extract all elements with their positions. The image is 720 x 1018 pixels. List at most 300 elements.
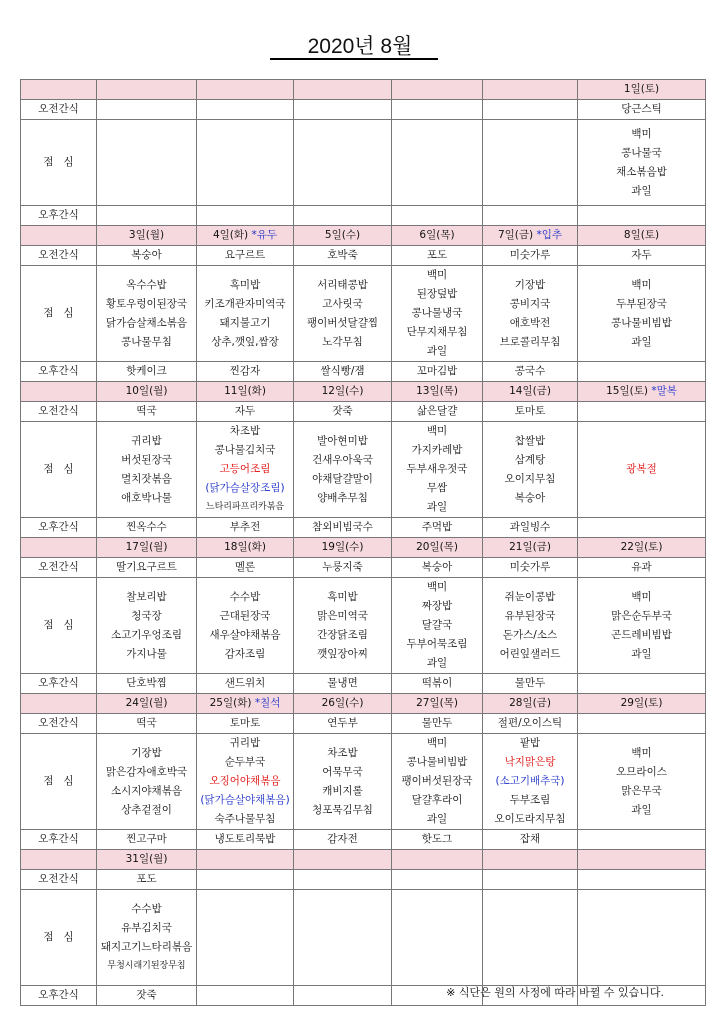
date-cell	[197, 80, 294, 100]
afternoon-snack-row	[21, 206, 706, 226]
lunch-item: 순두부국	[224, 756, 266, 768]
date-cell	[97, 226, 197, 246]
date-row	[21, 694, 706, 714]
lunch-cell	[578, 734, 706, 830]
lunch-item: 소시지야채볶음	[110, 784, 182, 797]
date-cell	[97, 694, 197, 714]
lunch-item: 수수밥	[229, 590, 261, 603]
lunch-cell	[294, 890, 392, 986]
lunch-item: 콩나물냉국	[411, 307, 463, 319]
lunch-item: 두부조림	[509, 794, 551, 806]
morning-snack-cell: 복숭아	[97, 246, 197, 266]
lunch-item: 가지카레밥	[411, 444, 463, 456]
lunch-item: 버섯된장국	[121, 453, 172, 466]
lunch-item: 무쌈	[426, 482, 448, 494]
lunch-item: 팥밥	[519, 737, 541, 749]
lunch-cell	[392, 120, 483, 206]
date-text: 15일(토)	[606, 385, 648, 397]
lunch-cell	[578, 578, 706, 674]
lunch-item: 복숭아	[514, 491, 546, 504]
afternoon-snack-cell: 과일빙수	[483, 518, 578, 538]
morning-snack-cell: 떡국	[97, 714, 197, 734]
date-text: 20일(목)	[416, 541, 458, 553]
lunch-item: 오이지무침	[504, 472, 556, 485]
lunch-item: 과일	[631, 647, 652, 660]
date-cell	[392, 694, 483, 714]
lunch-item: 과일	[631, 335, 652, 348]
morning-snack-cell	[483, 870, 578, 890]
lunch-cell	[97, 890, 197, 986]
date-text: 1일(토)	[623, 83, 660, 95]
lunch-cell	[392, 266, 483, 362]
lunch-cell	[294, 120, 392, 206]
lunch-item: (닭가슴살야채볶음)	[200, 794, 290, 806]
page-title: 2020년 8월	[307, 35, 413, 58]
afternoon-snack-cell: 꼬마김밥	[392, 362, 483, 382]
morning-snack-cell: 딸기요구르트	[97, 558, 197, 578]
lunch-item: 애호박나물	[121, 491, 172, 504]
lunch-item: 닭가슴살채소볶음	[105, 316, 188, 329]
morning-snack-cell: 절편/오이스틱	[483, 714, 578, 734]
date-text: 26일(수)	[321, 697, 364, 709]
lunch-cell	[294, 578, 392, 674]
lunch-item: 양배추무침	[317, 491, 368, 504]
lunch-item: 찹쌀밥	[514, 434, 546, 447]
lunch-item: 찰보리밥	[126, 590, 167, 603]
lunch-item: 발아현미밥	[317, 434, 368, 447]
lunch-item: 깻잎장아찌	[317, 647, 368, 660]
afternoon-snack-cell	[578, 674, 706, 694]
lunch-item: 채소볶음밥	[616, 165, 667, 178]
date-text: 18일(화)	[224, 541, 266, 553]
lunch-item: 서리태콩밥	[317, 278, 368, 291]
lunch-cell	[483, 890, 578, 986]
date-label-cell	[21, 382, 97, 402]
lunch-item: 키조개관자미역국	[204, 297, 286, 310]
lunch-item: 백미	[631, 127, 652, 140]
morning-snack-row	[21, 246, 706, 266]
morning-snack-cell: 포도	[392, 246, 483, 266]
date-cell	[97, 80, 197, 100]
afternoon-snack-cell: 단호박찜	[97, 674, 197, 694]
afternoon-snack-cell: 핫케이크	[97, 362, 197, 382]
date-row	[21, 850, 706, 870]
afternoon-snack-row	[21, 830, 706, 850]
date-text: 17일(월)	[125, 541, 168, 553]
lunch-item: 새우살야채볶음	[209, 628, 281, 641]
lunch-item: 과일	[426, 813, 448, 825]
afternoon-snack-cell	[578, 206, 706, 226]
lunch-cell	[97, 266, 197, 362]
morning-snack-cell: 호박죽	[294, 246, 392, 266]
lunch-item: 팽이버섯된장국	[401, 775, 473, 787]
afternoon-snack-cell: 찐고구마	[97, 830, 197, 850]
morning-snack-cell: 누룽지죽	[294, 558, 392, 578]
lunch-item: 유부김치국	[121, 921, 172, 934]
lunch-item: 돼지불고기	[219, 316, 271, 329]
lunch-item: 고등어조림	[219, 463, 271, 475]
lunch-item: 된장덮밥	[416, 288, 458, 300]
afternoon-snack-cell	[578, 362, 706, 382]
lunch-item: 건새우아욱국	[312, 453, 373, 466]
date-text: 22일(토)	[620, 541, 663, 553]
lunch-cell	[578, 890, 706, 986]
date-cell	[578, 382, 706, 402]
morning-snack-cell: 자두	[578, 246, 706, 266]
date-text: 31일(월)	[125, 853, 168, 865]
lunch-item: 맑은순두부국	[611, 609, 672, 622]
date-text: 8일(토)	[623, 229, 660, 241]
footnote: ※ 식단은 원의 사정에 따라 바뀔 수 있습니다.	[446, 986, 664, 999]
morning-snack-row	[21, 558, 706, 578]
holiday-text: *칠석	[254, 697, 281, 709]
morning-snack-cell: 자두	[197, 402, 294, 422]
date-text: 3일(월)	[128, 229, 165, 241]
date-cell	[578, 694, 706, 714]
lunch-item: 유부된장국	[504, 609, 556, 622]
afternoon-snack-cell: 찐감자	[197, 362, 294, 382]
date-label-cell	[21, 694, 97, 714]
lunch-cell	[197, 578, 294, 674]
lunch-item: 노각무침	[322, 335, 363, 348]
lunch-item: 청국장	[131, 609, 162, 622]
morning-snack-cell: 연두부	[294, 714, 392, 734]
lunch-cell	[197, 266, 294, 362]
lunch-item: 과일	[426, 657, 448, 669]
morning-snack-row	[21, 100, 706, 120]
lunch-item: 두부어묵조림	[406, 638, 468, 650]
date-text: 13일(목)	[416, 385, 458, 397]
date-cell	[294, 80, 392, 100]
morning-snack-cell	[294, 870, 392, 890]
morning-snack-cell: 떡국	[97, 402, 197, 422]
holiday-text: *유두	[251, 229, 278, 241]
date-cell	[97, 538, 197, 558]
lunch-item: 숙주나물무침	[214, 813, 276, 825]
date-cell	[578, 80, 706, 100]
afternoon-snack-cell: 핫도그	[392, 830, 483, 850]
lunch-item: 기장밥	[131, 746, 162, 759]
date-cell	[294, 226, 392, 246]
afternoon-snack-label: 오후간식	[21, 674, 97, 694]
date-cell	[392, 850, 483, 870]
date-text: 21일(금)	[509, 541, 551, 553]
lunch-row	[21, 890, 706, 986]
lunch-item: 느타리파프리카볶음	[205, 502, 285, 512]
lunch-cell	[392, 578, 483, 674]
lunch-item: 황토우렁이된장국	[105, 297, 188, 310]
afternoon-snack-cell: 떡볶이	[392, 674, 483, 694]
lunch-item: 수수밥	[131, 902, 162, 915]
date-cell	[483, 382, 578, 402]
lunch-label: 점 심	[21, 422, 97, 518]
date-text: 10일(월)	[125, 385, 168, 397]
lunch-label: 점 심	[21, 734, 97, 830]
date-cell	[294, 382, 392, 402]
lunch-label: 점 심	[21, 578, 97, 674]
lunch-label: 점 심	[21, 266, 97, 362]
morning-snack-label: 오전간식	[21, 100, 97, 120]
lunch-cell	[483, 422, 578, 518]
afternoon-snack-cell: 쌀식빵/잼	[294, 362, 392, 382]
date-cell	[392, 80, 483, 100]
lunch-cell	[392, 422, 483, 518]
afternoon-snack-cell	[483, 206, 578, 226]
lunch-row	[21, 266, 706, 362]
lunch-item: 낙지맑은탕	[504, 756, 556, 768]
morning-snack-cell: 삶은달걀	[392, 402, 483, 422]
menu-table	[20, 79, 706, 1006]
lunch-item: 돈가스/소스	[502, 628, 558, 641]
date-cell	[197, 850, 294, 870]
date-row	[21, 80, 706, 100]
date-cell	[483, 694, 578, 714]
date-text: 14일(금)	[509, 385, 551, 397]
holiday-text: *입추	[536, 229, 563, 241]
afternoon-snack-row	[21, 362, 706, 382]
afternoon-snack-cell: 참외비빔국수	[294, 518, 392, 538]
holiday-text: *말복	[651, 385, 677, 397]
date-label-cell	[21, 850, 97, 870]
morning-snack-cell: 물만두	[392, 714, 483, 734]
date-cell	[392, 226, 483, 246]
date-text: 6일(목)	[419, 229, 455, 241]
lunch-item: 차조밥	[327, 746, 358, 759]
lunch-item: 귀리밥	[131, 434, 162, 447]
lunch-item: 옥수수밥	[126, 278, 167, 291]
lunch-cell	[197, 890, 294, 986]
lunch-cell	[197, 422, 294, 518]
date-cell	[578, 538, 706, 558]
lunch-item: 근대된장국	[219, 609, 271, 622]
afternoon-snack-cell: 물냉면	[294, 674, 392, 694]
date-cell	[197, 226, 294, 246]
lunch-cell	[483, 120, 578, 206]
lunch-item: 오므라이스	[616, 765, 667, 778]
date-cell	[392, 382, 483, 402]
morning-snack-cell: 잣죽	[294, 402, 392, 422]
afternoon-snack-cell	[392, 206, 483, 226]
lunch-item: 오이도라지무침	[494, 813, 566, 825]
afternoon-snack-label: 오후간식	[21, 986, 97, 1006]
lunch-item: 과일	[426, 345, 448, 357]
lunch-item: 백미	[426, 269, 448, 281]
lunch-item: 귀리밥	[229, 737, 261, 749]
lunch-item: 단무지채무침	[406, 326, 468, 338]
afternoon-snack-label: 오후간식	[21, 518, 97, 538]
date-cell	[197, 694, 294, 714]
lunch-item: 콩나물무침	[121, 335, 172, 348]
lunch-item: 야채달걀말이	[312, 472, 373, 485]
afternoon-snack-cell: 냉도토리묵밥	[197, 830, 294, 850]
date-label-cell	[21, 538, 97, 558]
afternoon-snack-cell: 물만두	[483, 674, 578, 694]
morning-snack-cell	[197, 100, 294, 120]
lunch-label: 점 심	[21, 890, 97, 986]
lunch-row	[21, 578, 706, 674]
lunch-cell	[578, 120, 706, 206]
morning-snack-row	[21, 402, 706, 422]
afternoon-snack-cell	[294, 206, 392, 226]
lunch-cell	[97, 734, 197, 830]
afternoon-snack-cell: 콩국수	[483, 362, 578, 382]
lunch-item: 무청시래기된장무침	[107, 960, 186, 971]
lunch-cell	[294, 734, 392, 830]
lunch-item: 과일	[426, 501, 448, 513]
afternoon-snack-cell	[578, 518, 706, 538]
lunch-cell	[483, 266, 578, 362]
lunch-cell	[392, 734, 483, 830]
date-text: 27일(목)	[416, 697, 458, 709]
afternoon-snack-cell	[578, 830, 706, 850]
lunch-cell	[294, 266, 392, 362]
lunch-item: 두부새우젓국	[406, 463, 468, 475]
lunch-item: 흑미밥	[229, 278, 261, 291]
lunch-cell	[578, 422, 706, 518]
lunch-cell	[483, 578, 578, 674]
lunch-item: 백미	[426, 425, 448, 437]
morning-snack-label: 오전간식	[21, 558, 97, 578]
afternoon-snack-row	[21, 518, 706, 538]
afternoon-snack-cell: 잣죽	[97, 986, 197, 1006]
lunch-item: 백미	[426, 737, 448, 749]
date-row	[21, 226, 706, 246]
afternoon-snack-cell: 잡채	[483, 830, 578, 850]
date-cell	[97, 850, 197, 870]
lunch-item: 달걀후라이	[411, 794, 463, 806]
lunch-row	[21, 734, 706, 830]
lunch-item: 브로콜리무침	[499, 335, 561, 348]
afternoon-snack-cell	[197, 986, 294, 1006]
morning-snack-label: 오전간식	[21, 714, 97, 734]
date-cell	[294, 694, 392, 714]
morning-snack-cell: 토마토	[197, 714, 294, 734]
afternoon-snack-row	[21, 674, 706, 694]
date-cell	[483, 80, 578, 100]
morning-snack-cell	[97, 100, 197, 120]
lunch-cell	[97, 120, 197, 206]
lunch-item: 곤드레비빔밥	[611, 628, 672, 641]
afternoon-snack-cell	[294, 986, 392, 1006]
lunch-item: 상추겉절이	[121, 803, 172, 816]
lunch-item: 기장밥	[514, 278, 546, 291]
lunch-item: 감자조림	[224, 647, 266, 660]
afternoon-snack-cell	[197, 206, 294, 226]
morning-snack-cell: 포도	[97, 870, 197, 890]
lunch-item: 콩나물김치국	[214, 444, 276, 456]
lunch-item: 삼계탕	[514, 453, 546, 466]
lunch-item: 오징어야채볶음	[209, 775, 281, 787]
date-row	[21, 382, 706, 402]
date-cell	[97, 382, 197, 402]
lunch-item: 멸치잣볶음	[121, 472, 172, 485]
date-cell	[483, 538, 578, 558]
lunch-item: 백미	[631, 590, 652, 603]
afternoon-snack-label: 오후간식	[21, 362, 97, 382]
date-label-cell	[21, 80, 97, 100]
morning-snack-cell	[197, 870, 294, 890]
afternoon-snack-label: 오후간식	[21, 830, 97, 850]
date-text: 4일(화)	[212, 229, 249, 241]
lunch-row	[21, 120, 706, 206]
lunch-item: 맑은감자애호박국	[105, 765, 188, 778]
date-text: 12일(수)	[321, 385, 364, 397]
lunch-item: 차조밥	[229, 425, 261, 437]
lunch-item: (소고기배추국)	[495, 775, 565, 787]
afternoon-snack-label: 오후간식	[21, 206, 97, 226]
morning-snack-row	[21, 870, 706, 890]
morning-snack-label: 오전간식	[21, 246, 97, 266]
lunch-item: 소고기우엉조림	[110, 628, 182, 641]
date-text: 19일(수)	[321, 541, 364, 553]
lunch-item: (닭가슴살장조림)	[205, 482, 285, 494]
afternoon-snack-cell: 주먹밥	[392, 518, 483, 538]
date-cell	[483, 850, 578, 870]
morning-snack-cell	[294, 100, 392, 120]
date-cell	[578, 226, 706, 246]
lunch-cell	[483, 734, 578, 830]
date-text: 29일(토)	[620, 697, 663, 709]
lunch-cell	[97, 578, 197, 674]
morning-snack-cell: 멜론	[197, 558, 294, 578]
date-text: 7일(금)	[497, 229, 534, 241]
title-underline	[270, 58, 438, 60]
afternoon-snack-cell	[97, 206, 197, 226]
lunch-item: 어린잎샐러드	[499, 647, 561, 660]
lunch-cell	[197, 120, 294, 206]
date-text: 5일(수)	[324, 229, 361, 241]
lunch-item: 콩나물비빔밥	[406, 756, 468, 768]
morning-snack-cell	[578, 402, 706, 422]
lunch-item: 콩나물비빔밥	[611, 316, 672, 329]
lunch-item: 돼지고기느타리볶음	[100, 940, 193, 953]
afternoon-snack-cell: 부추전	[197, 518, 294, 538]
lunch-row	[21, 422, 706, 518]
morning-snack-label: 오전간식	[21, 870, 97, 890]
morning-snack-label: 오전간식	[21, 402, 97, 422]
date-cell	[294, 538, 392, 558]
date-cell	[392, 538, 483, 558]
lunch-item: 맑은미역국	[317, 609, 368, 622]
lunch-item: 두부된장국	[616, 297, 667, 310]
morning-snack-cell	[578, 714, 706, 734]
morning-snack-cell: 미숫가루	[483, 246, 578, 266]
lunch-item: 콩나물국	[621, 146, 662, 159]
date-cell	[483, 226, 578, 246]
date-cell	[578, 850, 706, 870]
afternoon-snack-cell: 샌드위치	[197, 674, 294, 694]
date-text: 24일(월)	[125, 697, 168, 709]
date-text: 11일(화)	[224, 385, 266, 397]
date-text: 28일(금)	[509, 697, 551, 709]
afternoon-snack-cell: 찐옥수수	[97, 518, 197, 538]
lunch-item: 과일	[631, 184, 652, 197]
lunch-cell	[392, 890, 483, 986]
lunch-item: 어묵무국	[322, 765, 363, 778]
date-label-cell	[21, 226, 97, 246]
morning-snack-cell: 미숫가루	[483, 558, 578, 578]
date-cell	[197, 382, 294, 402]
lunch-item: 과일	[631, 803, 652, 816]
date-cell	[294, 850, 392, 870]
morning-snack-cell	[578, 870, 706, 890]
lunch-item: 쥐눈이콩밥	[504, 590, 556, 603]
lunch-cell	[97, 422, 197, 518]
morning-snack-cell: 복숭아	[392, 558, 483, 578]
lunch-cell	[197, 734, 294, 830]
lunch-item: 달걀국	[421, 619, 453, 631]
lunch-item: 백미	[426, 581, 448, 593]
